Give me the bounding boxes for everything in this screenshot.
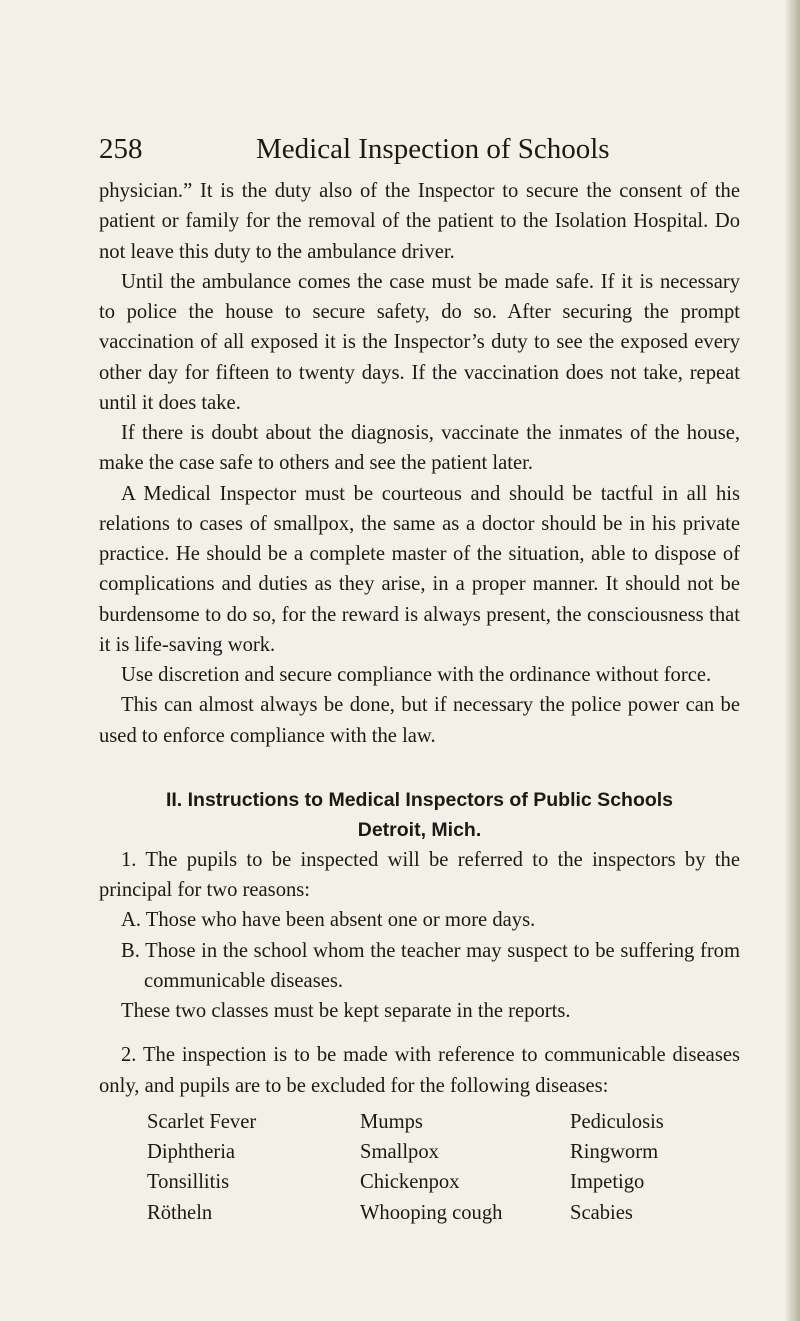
page-edge-shadow (784, 0, 800, 1321)
paragraph-2: Until the ambulance comes the case must be made safe. If it is necessary to police the house to secure safety, do so. After securing the prompt vaccination of all exposed it is the Inspector’s duty to see the exposed every other day for fifteen to twenty days. If the vaccination does not take, repeat until it does take. (99, 270, 740, 414)
paragraph-5: Use discretion and secure compliance with the ordinance without force. (121, 664, 712, 686)
list-item-1-a: A. Those who have been absent one or more days. (121, 909, 536, 932)
disease-item: Smallpox (360, 1141, 439, 1163)
page-header (0, 126, 800, 176)
disease-item: Rötheln (147, 1201, 213, 1224)
disease-table (99, 1107, 740, 1228)
disease-item: Mumps (360, 1110, 423, 1133)
list-item-1-note: These two classes must be kept separate in the reports. (121, 1000, 571, 1022)
disease-column-2 (360, 1107, 570, 1228)
disease-item: Ringworm (570, 1141, 659, 1163)
disease-item: Scarlet Fever (147, 1110, 257, 1133)
disease-column-1 (147, 1107, 360, 1228)
disease-item: Tonsillitis (147, 1171, 230, 1194)
running-title: Medical Inspection of Schools (256, 133, 610, 165)
disease-column-3 (570, 1107, 720, 1228)
list-item-1: 1. The pupils to be inspected will be referred to the inspectors by the principal for two reasons: (99, 848, 740, 901)
section-heading-line-2: Detroit, Mich. (357, 818, 482, 841)
disease-item: Scabies (570, 1201, 633, 1224)
section-heading-line-1: II. Instructions to Medical Inspectors of Public Schools (165, 788, 674, 811)
page-number: 258 (99, 133, 143, 165)
section-heading (99, 785, 740, 845)
disease-item: Chickenpox (360, 1171, 460, 1194)
paragraph-1: physician.” It is the duty also of the Inspector to secure the consent of the patient or family for the removal of the patient to the Isolation Hospital. Do not leave this duty to the ambulance driver. (99, 180, 740, 263)
paragraph-4: A Medical Inspector must be courteous and should be tactful in all his relations to cases of smallpox, the same as a doctor should be in his private practice. He should be a complete master of the situation, able to dispose of complications and duties as they arise, in a proper manner. It should not be burdensome to do so, for the reward is always present, the consciousness that it is life-saving work. (99, 482, 740, 656)
page-body (99, 176, 740, 1228)
disease-item: Impetigo (570, 1171, 645, 1194)
disease-item: Whooping cough (360, 1201, 503, 1224)
paragraph-3: If there is doubt about the diagnosis, vaccinate the inmates of the house, make the case safe to others and see the patient later. (99, 422, 740, 475)
disease-item: Diphtheria (147, 1141, 236, 1163)
list-item-1-b: B. Those in the school whom the teacher may suspect to be suffering from communicable diseases. (121, 939, 740, 992)
disease-item: Pediculosis (570, 1110, 664, 1133)
paragraph-6: This can almost always be done, but if necessary the police power can be used to enforce compliance with the law. (99, 694, 740, 747)
list-item-2: 2. The inspection is to be made with reference to communicable diseases only, and pupils are to be excluded for the following diseases: (99, 1044, 740, 1097)
